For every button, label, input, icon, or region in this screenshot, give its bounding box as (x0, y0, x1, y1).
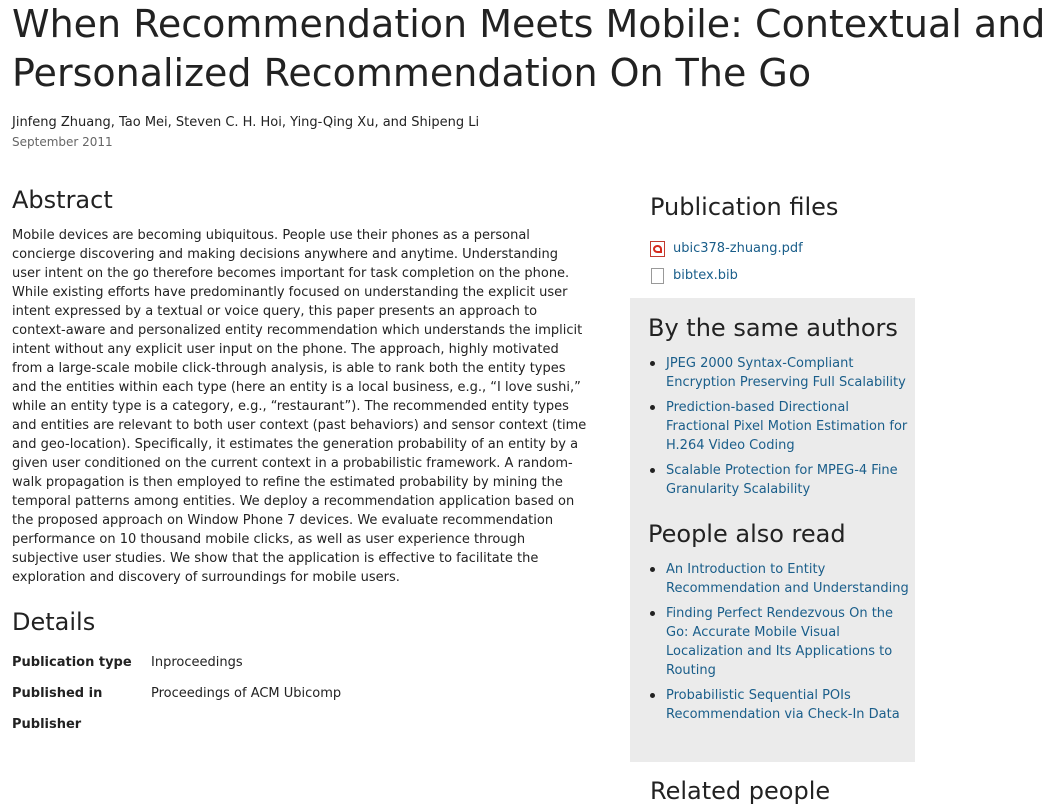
related-people-heading: Related people (650, 777, 831, 805)
list-item (648, 461, 910, 499)
details-label: Publication type (12, 655, 132, 670)
publication-files-heading: Publication files (650, 193, 839, 221)
publication-date: September 2011 (12, 135, 113, 149)
details-row-publisher (12, 716, 341, 747)
details-label: Publisher (12, 717, 82, 732)
details-table (12, 654, 341, 747)
authors-line: Jinfeng Zhuang, Tao Mei, Steven C. H. Hoi, Ying-Qing Xu, and Shipeng Li (12, 115, 480, 130)
document-file-icon (651, 268, 664, 284)
same-authors-link[interactable]: JPEG 2000 Syntax-Compliant Encryption Preserving Full Scalability (666, 356, 906, 390)
page-title (12, 0, 1045, 98)
also-read-heading: People also read (648, 520, 846, 548)
also-read-list (648, 560, 910, 730)
abstract-text: Mobile devices are becoming ubiquitous. People use their phones as a personal concierge discovering and making decisions anywhere and anytime. Understanding user intent on the go therefore becomes important for task completion on the phone. While existing efforts have predominantly focused on understanding the explicit user intent expressed by a textual or voice query, this paper presents an approach to context-aware and personalized entity recommendation which understands the implicit intent without any explicit user input on the phone. The approach, highly motivated from a large-scale mobile click-through analysis, is able to rank both the entity types and the entities within each type (here an entity is a local business, e.g., “I love sushi,” while an entity type is a category, e.g., “restaurant”). The recommended entity types and entities are relevant to both user context (past behaviors) and sensor context (time and geo-location). Specifically, it estimates the generation probability of an entity by a given user conditioned on the current context in a probabilistic framework. A random-walk propagation is then employed to refine the estimated probability by mining the temporal patterns among entities. We deploy a recommendation application based on the proposed approach on Window Phone 7 devices. We evaluate recommendation performance on 10 thousand mobile clicks, as well as user experience through subjective user studies. We show that the application is effective to facilitate the exploration and discovery of surroundings for mobile users. (12, 228, 587, 585)
abstract-heading: Abstract (12, 186, 113, 214)
same-authors-link[interactable]: Scalable Protection for MPEG-4 Fine Granularity Scalability (666, 463, 898, 497)
same-authors-heading: By the same authors (648, 314, 898, 342)
file-item-pdf (650, 235, 803, 262)
related-sidebar (630, 298, 915, 762)
list-item (648, 604, 910, 680)
publication-files-list (650, 235, 803, 289)
list-item (648, 354, 910, 392)
details-row-publication-type (12, 654, 341, 685)
bibtex-file-link[interactable]: bibtex.bib (673, 267, 738, 283)
list-item (648, 560, 910, 598)
details-value: Inproceedings (151, 655, 243, 670)
title-line-2: Personalized Recommendation On The Go (12, 51, 812, 95)
list-item (648, 398, 910, 455)
also-read-link[interactable]: Probabilistic Sequential POIs Recommendation via Check-In Data (666, 688, 900, 722)
same-authors-list (648, 354, 910, 505)
pdf-file-icon (650, 241, 665, 257)
list-item (648, 686, 910, 724)
also-read-link[interactable]: Finding Perfect Rendezvous On the Go: Accurate Mobile Visual Localization and Its Applications to Routing (666, 606, 894, 678)
same-authors-link[interactable]: Prediction-based Directional Fractional Pixel Motion Estimation for H.264 Video Coding (666, 400, 908, 453)
details-heading: Details (12, 608, 96, 636)
pdf-file-link[interactable]: ubic378-zhuang.pdf (673, 240, 803, 256)
title-line-1: When Recommendation Meets Mobile: Contextual and (12, 2, 1045, 46)
details-value: Proceedings of ACM Ubicomp (151, 686, 342, 701)
details-label: Published in (12, 686, 103, 701)
file-item-bib (650, 262, 803, 289)
details-row-published-in (12, 685, 341, 716)
also-read-link[interactable]: An Introduction to Entity Recommendation and Understanding (666, 562, 909, 596)
